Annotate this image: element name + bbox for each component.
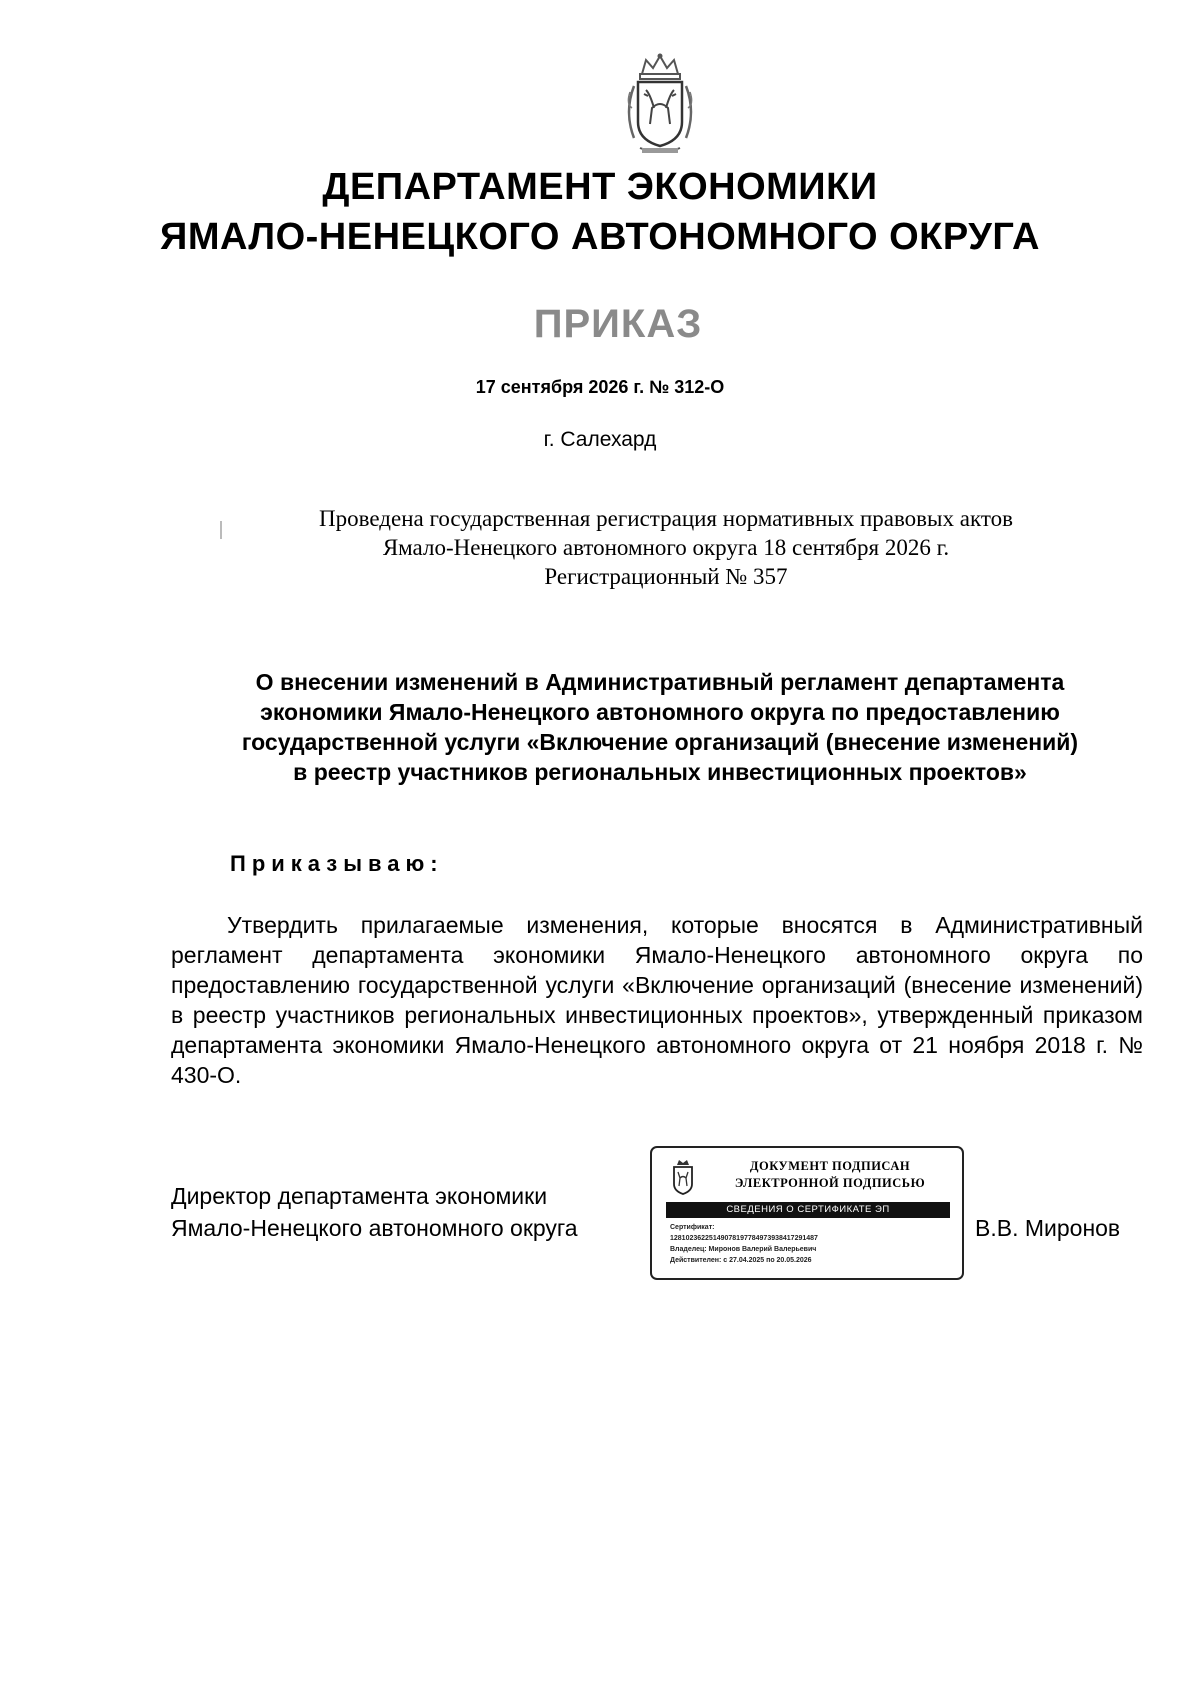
registration-note-line1: Проведена государственная регистрация нормативных правовых актов xyxy=(319,506,1013,531)
electronic-signature-stamp xyxy=(650,1146,964,1280)
signer-position-line2: Ямало-Ненецкого автономного округа xyxy=(171,1215,578,1241)
yanao-coat-of-arms-icon xyxy=(620,52,700,158)
signer-position xyxy=(171,1180,578,1244)
stamp-line2: 12810236225149078197784973938417291487 xyxy=(670,1235,818,1242)
order-body xyxy=(171,910,1143,1090)
stamp-certificate-bar: СВЕДЕНИЯ О СЕРТИФИКАТЕ ЭП xyxy=(666,1202,950,1218)
signer-position-line1: Директор департамента экономики xyxy=(171,1183,548,1209)
document-type: ПРИКАЗ xyxy=(533,302,703,346)
stamp-title xyxy=(706,1158,954,1192)
stamp-title-line1: ДОКУМЕНТ ПОДПИСАН xyxy=(749,1159,911,1173)
order-word: Приказываю: xyxy=(230,851,444,876)
subject-line2: экономики Ямало-Ненецкого автономного округа по предоставлению xyxy=(260,699,1060,725)
registration-note-line3: Регистрационный № 357 xyxy=(544,564,788,589)
subject-line4: в реестр участников региональных инвестиционных проектов» xyxy=(293,759,1027,785)
stamp-line3: Владелец: Миронов Валерий Валерьевич xyxy=(670,1246,817,1253)
document-subject xyxy=(160,667,1160,787)
registration-note xyxy=(0,504,1200,591)
organization-title xyxy=(0,162,1200,262)
document-date-number: 17 сентября 2026 г. № 312-О xyxy=(475,377,725,397)
order-body-text: Утвердить прилагаемые изменения, которые вносятся в Административный регламент департамента экономики Ямало-Ненецкого автономного округа по предоставлению государственной услуги «Включение организаций (внесение изменений) в реестр участников региональных инвестиционных проектов», утвержденный приказом департамента экономики Ямало-Ненецкого автономного округа от 21 ноября 2018 г. № 430-О. xyxy=(171,912,1143,1088)
stamp-line1: Сертификат: xyxy=(670,1224,715,1231)
stamp-title-line2: ЭЛЕКТРОННОЙ ПОДПИСЬЮ xyxy=(734,1176,926,1190)
subject-line3: государственной услуги «Включение организаций (внесение изменений) xyxy=(241,729,1079,755)
organization-title-line1: ДЕПАРТАМЕНТ ЭКОНОМИКИ xyxy=(322,166,878,208)
subject-line1: О внесении изменений в Административный регламент департамента xyxy=(255,669,1065,695)
stamp-certificate-details xyxy=(670,1222,954,1266)
signer-name: В.В. Миронов xyxy=(975,1215,1121,1241)
stamp-line4: Действителен: с 27.04.2025 по 20.05.2026 xyxy=(670,1257,812,1264)
organization-title-line2: ЯМАЛО-НЕНЕЦКОГО АВТОНОМНОГО ОКРУГА xyxy=(160,216,1040,258)
stamp-emblem-icon xyxy=(668,1158,698,1196)
document-city: г. Салехард xyxy=(543,428,657,451)
registration-note-line2: Ямало-Ненецкого автономного округа 18 сентября 2026 г. xyxy=(382,535,950,560)
